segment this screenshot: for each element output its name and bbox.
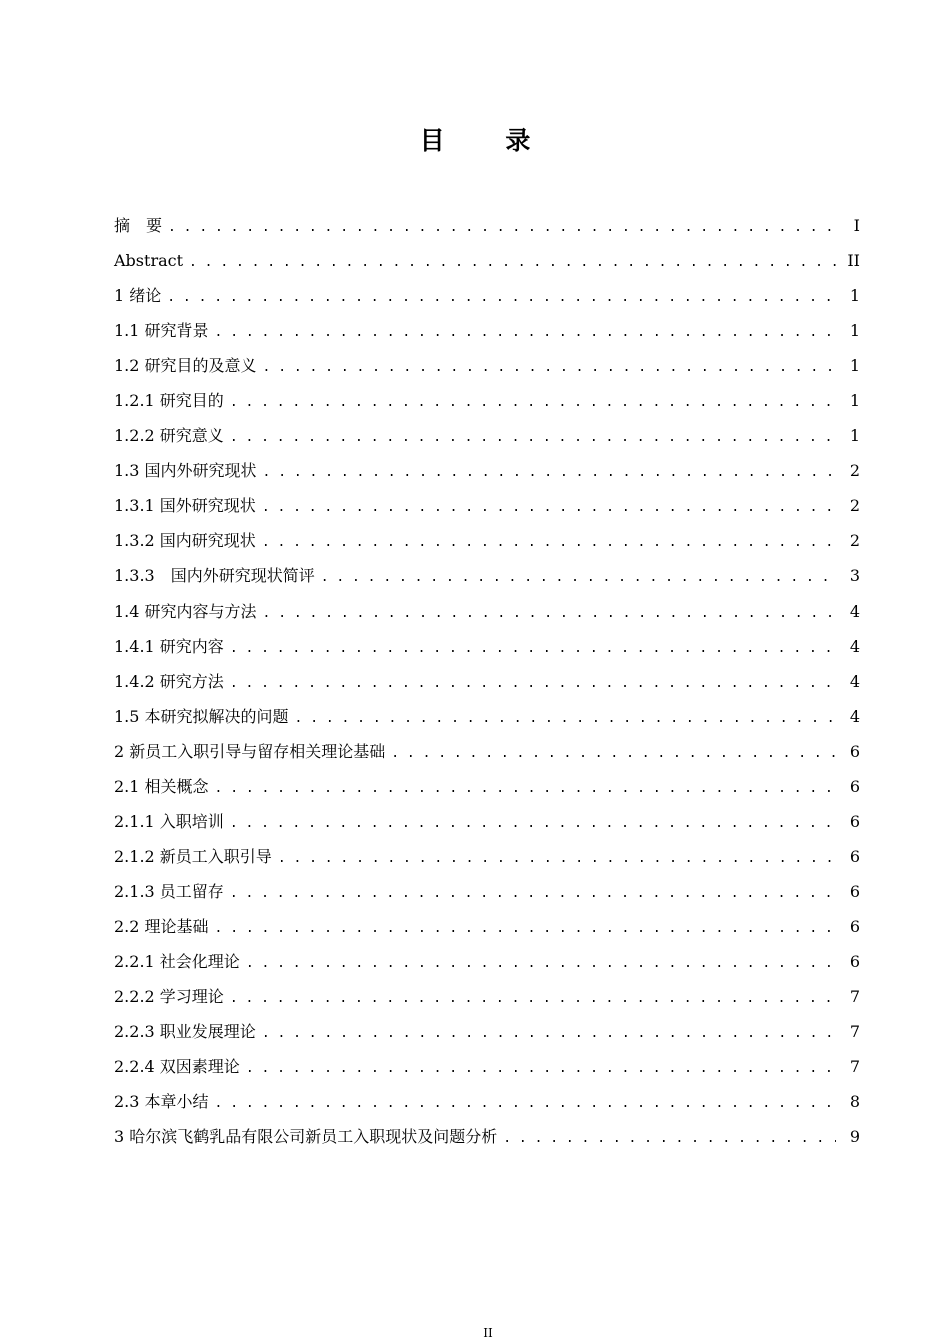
toc-entry-page: 1 <box>849 286 860 306</box>
toc-entry-page: 2 <box>849 496 860 516</box>
toc-entry[interactable] <box>114 629 860 664</box>
toc-dot-leader <box>262 1016 836 1051</box>
toc-entry-label: 1.2.2 研究意义 <box>114 426 224 446</box>
toc-dot-leader <box>215 771 836 806</box>
toc-dot-leader <box>263 455 836 490</box>
toc-entry[interactable] <box>114 594 860 629</box>
toc-entry-label: 2.1.3 员工留存 <box>114 881 224 901</box>
toc-entry[interactable] <box>114 1049 860 1084</box>
toc-entry[interactable] <box>114 558 860 593</box>
toc-entry-page: 1 <box>849 391 860 411</box>
toc-dot-leader <box>167 280 836 315</box>
toc-entry[interactable] <box>114 699 860 734</box>
toc-entry-page: 4 <box>849 706 860 726</box>
toc-entry[interactable] <box>114 664 860 699</box>
toc-entry-page: 7 <box>849 987 860 1007</box>
toc-entry[interactable] <box>114 313 860 348</box>
toc-entry-page: 7 <box>849 1057 860 1077</box>
toc-dot-leader <box>262 525 836 560</box>
toc-entry-label: 1.5 本研究拟解决的问题 <box>114 706 289 726</box>
toc-dot-leader <box>246 1051 836 1086</box>
toc-dot-leader <box>262 490 836 525</box>
toc-entry[interactable] <box>114 839 860 874</box>
toc-entry-page: 6 <box>849 951 860 971</box>
toc-dot-leader <box>168 210 836 245</box>
toc-entry-page: 7 <box>849 1022 860 1042</box>
page-number: II <box>483 1326 493 1340</box>
toc-entry-label: 1.4.2 研究方法 <box>114 671 224 691</box>
toc-entry-page: 6 <box>849 881 860 901</box>
toc-entry-label: 1.3.1 国外研究现状 <box>114 496 256 516</box>
toc-entry[interactable] <box>114 418 860 453</box>
toc-entry-label: 1.3 国内外研究现状 <box>114 461 257 481</box>
toc-entry-page: 4 <box>849 671 860 691</box>
toc-entry-label: 1.2 研究目的及意义 <box>114 356 257 376</box>
toc-entry[interactable] <box>114 278 860 313</box>
toc-entry[interactable] <box>114 804 860 839</box>
toc-entry-page: 3 <box>849 566 860 586</box>
toc-entry[interactable] <box>114 1014 860 1049</box>
toc-entry[interactable] <box>114 348 860 383</box>
toc-dot-leader <box>230 806 836 841</box>
toc-entry-page: 4 <box>849 636 860 656</box>
toc-entry-page: 4 <box>849 601 860 621</box>
toc-entry-page: 2 <box>849 461 860 481</box>
toc-entry-label: 2.2.1 社会化理论 <box>114 951 240 971</box>
toc-dot-leader <box>189 245 836 280</box>
toc-entry-page: 6 <box>849 811 860 831</box>
toc-entry-page: 1 <box>849 321 860 341</box>
toc-dot-leader <box>230 631 836 666</box>
toc-entry[interactable] <box>114 383 860 418</box>
toc-list <box>114 208 860 1154</box>
toc-entry-label: 1.4 研究内容与方法 <box>114 601 257 621</box>
toc-entry[interactable] <box>114 769 860 804</box>
toc-entry-label: 2.2.2 学习理论 <box>114 987 224 1007</box>
toc-entry-label: 2 新员工入职引导与留存相关理论基础 <box>114 741 386 761</box>
toc-entry-label: 1.2.1 研究目的 <box>114 391 224 411</box>
toc-entry-label: 2.1.1 入职培训 <box>114 811 224 831</box>
toc-dot-leader <box>215 911 836 946</box>
toc-entry-page: 2 <box>849 531 860 551</box>
toc-entry-label: 2.3 本章小结 <box>114 1092 209 1112</box>
toc-dot-leader <box>321 560 836 595</box>
toc-dot-leader <box>295 701 836 736</box>
toc-entry-label: 2.1 相关概念 <box>114 776 209 796</box>
toc-entry[interactable] <box>114 944 860 979</box>
toc-entry-label: 3 哈尔滨飞鹤乳品有限公司新员工入职现状及问题分析 <box>114 1127 498 1147</box>
toc-entry-page: I <box>853 216 860 235</box>
toc-entry-page: 6 <box>849 741 860 761</box>
toc-entry[interactable] <box>114 909 860 944</box>
toc-entry-label: 2.1.2 新员工入职引导 <box>114 846 272 866</box>
toc-dot-leader <box>278 841 836 876</box>
toc-entry[interactable] <box>114 523 860 558</box>
toc-entry[interactable] <box>114 1119 860 1154</box>
toc-entry-label: 1.1 研究背景 <box>114 321 209 341</box>
toc-entry-page: 1 <box>849 426 860 446</box>
toc-entry-label: 1.3.3 国内外研究现状简评 <box>114 566 315 586</box>
toc-entry[interactable] <box>114 979 860 1014</box>
toc-entry[interactable] <box>114 208 860 243</box>
toc-entry-label: 1.3.2 国内研究现状 <box>114 531 256 551</box>
toc-dot-leader <box>230 981 836 1016</box>
toc-dot-leader <box>246 946 836 981</box>
toc-dot-leader <box>215 1086 836 1121</box>
toc-entry[interactable] <box>114 488 860 523</box>
toc-entry-page: 6 <box>849 916 860 936</box>
toc-entry-page: 1 <box>849 356 860 376</box>
toc-entry-page: II <box>847 251 860 271</box>
toc-dot-leader <box>391 736 836 771</box>
toc-dot-leader <box>215 315 836 350</box>
toc-entry-page: 6 <box>849 776 860 796</box>
toc-dot-leader <box>230 420 836 455</box>
toc-entry-label: Abstract <box>114 251 184 271</box>
toc-entry-label: 摘 要 <box>114 216 163 235</box>
toc-entry-page: 6 <box>849 846 860 866</box>
toc-entry-page: 9 <box>849 1127 860 1147</box>
toc-entry[interactable] <box>114 874 860 909</box>
toc-entry-label: 2.2.3 职业发展理论 <box>114 1022 256 1042</box>
toc-entry-label: 2.2.4 双因素理论 <box>114 1057 240 1077</box>
toc-dot-leader <box>230 666 836 701</box>
toc-dot-leader <box>263 350 836 385</box>
toc-dot-leader <box>230 385 836 420</box>
toc-title: 目 录 <box>419 126 557 155</box>
toc-entry[interactable] <box>114 1084 860 1119</box>
toc-entry-page: 8 <box>849 1092 860 1112</box>
toc-entry-label: 1.4.1 研究内容 <box>114 636 224 656</box>
toc-entry[interactable] <box>114 453 860 488</box>
toc-dot-leader <box>230 876 836 911</box>
toc-entry[interactable] <box>114 243 860 278</box>
toc-dot-leader <box>263 596 836 631</box>
toc-entry[interactable] <box>114 734 860 769</box>
toc-entry-label: 2.2 理论基础 <box>114 916 209 936</box>
toc-entry-label: 1 绪论 <box>114 286 162 306</box>
toc-dot-leader <box>503 1121 836 1156</box>
